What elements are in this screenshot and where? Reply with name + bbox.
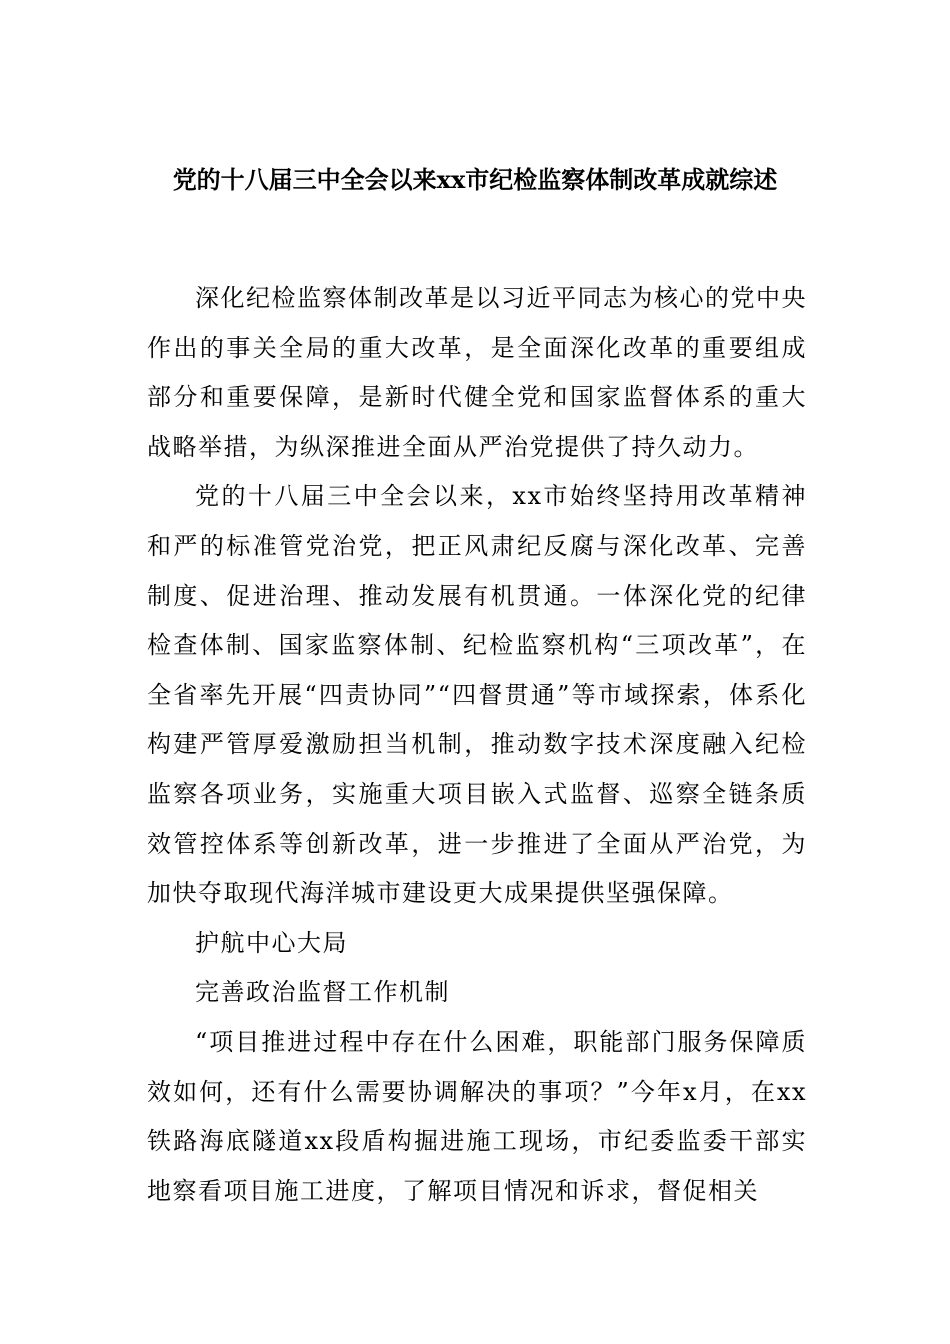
document-body bbox=[147, 274, 807, 1216]
paragraph-overview: 党的十八届三中全会以来，xx市始终坚持用改革精神和严的标准管党治党，把正风肃纪反腐与深化改革、完善制度、促进治理、推动发展有机贯通。一体深化党的纪律检查体制、国家监察体制、纪检监察机构“三项改革”，在全省率先开展“四责协同”“四督贯通”等市域探索，体系化构建严管厚爱激励担当机制，推动数字技术深度融入纪检监察各项业务，实施重大项目嵌入式监督、巡察全链条质效管控体系等创新改革，进一步推进了全面从严治党，为加快夺取现代海洋城市建设更大成果提供坚强保障。 bbox=[147, 482, 807, 908]
section-heading: 护航中心大局 bbox=[195, 928, 348, 957]
paragraph-intro: 深化纪检监察体制改革是以习近平同志为核心的党中央作出的事关全局的重大改革，是全面深化改革的重要组成部分和重要保障，是新时代健全党和国家监督体系的重大战略举措，为纵深推进全面从严治党提供了持久动力。 bbox=[147, 284, 807, 461]
document-title: 党的十八届三中全会以来xx市纪检监察体制改革成就综述 bbox=[172, 165, 778, 194]
paragraph-project: “项目推进过程中存在什么困难，职能部门服务保障质效如何，还有什么需要协调解决的事项？”今年x月，在xx铁路海底隧道xx段盾构掘进施工现场，市纪委监委干部实地察看项目施工进度，了解项目情况和诉求，督促相关 bbox=[147, 1027, 807, 1205]
subsection-heading: 完善政治监督工作机制 bbox=[195, 978, 450, 1007]
